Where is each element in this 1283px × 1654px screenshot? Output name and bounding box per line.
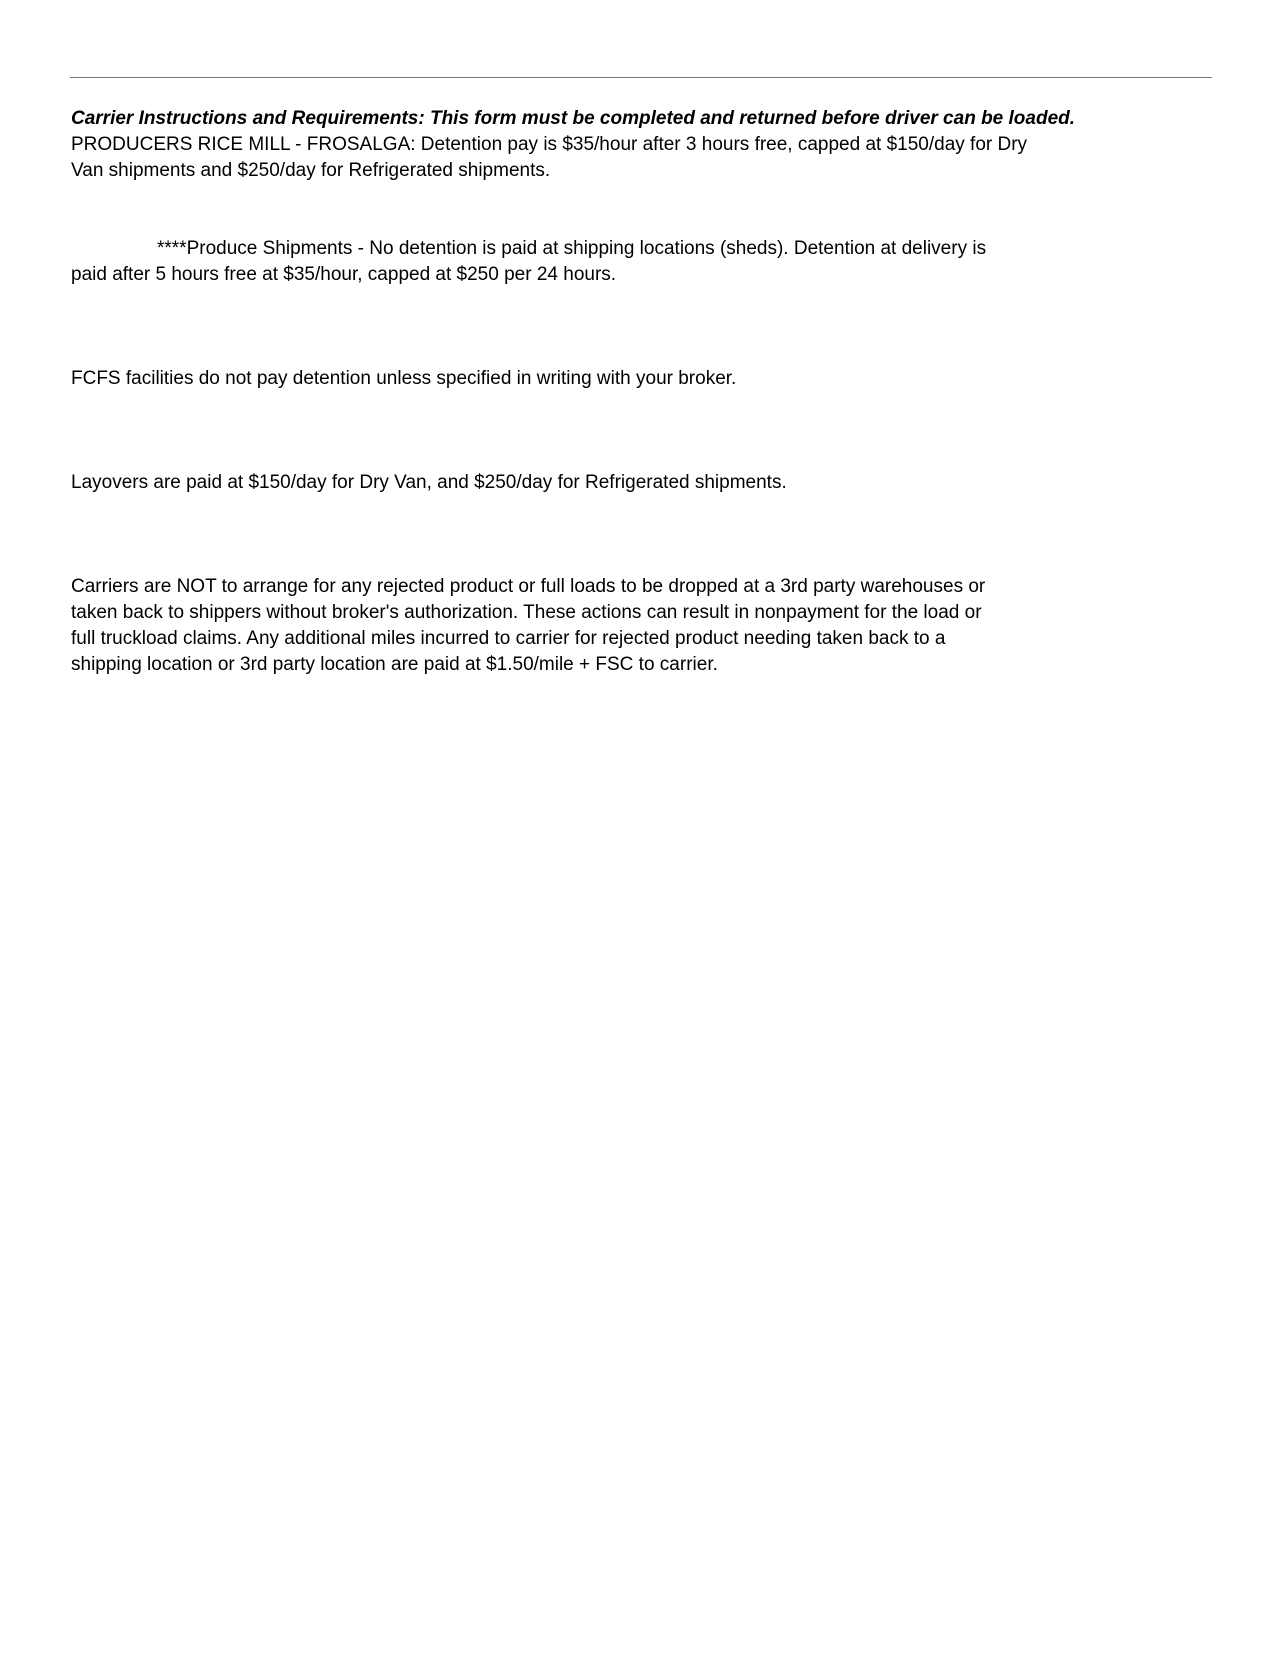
spacer — [71, 288, 1221, 366]
instructions-heading: Carrier Instructions and Requirements: This form must be completed and returned before driver can be loaded. — [71, 108, 1076, 129]
spacer — [71, 392, 1221, 470]
fcfs-note: FCFS facilities do not pay detention unless specified in writing with your broker. — [71, 368, 737, 389]
spacer — [71, 496, 1221, 574]
spacer — [71, 184, 1221, 210]
carrier-instructions — [71, 106, 1221, 678]
produce-note-line-1: ****Produce Shipments - No detention is paid at shipping locations (sheds). Detention at delivery is — [157, 238, 987, 259]
rejected-product-note: Carriers are NOT to arrange for any rejected product or full loads to be dropped at a 3rd party warehouses or taken back to shippers without broker's authorization. These actions can result in nonpayment for the load or full truckload claims. Any additional miles incurred to carrier for rejected product needing taken back to a shipping location or 3rd party location are paid at $1.50/mile + FSC to carrier. — [71, 576, 986, 675]
layover-note: Layovers are paid at $150/day for Dry Van, and $250/day for Refrigerated shipments. — [71, 472, 787, 493]
produce-shipments-note — [71, 210, 1221, 288]
detention-policy: PRODUCERS RICE MILL - FROSALGA: Detention pay is $35/hour after 3 hours free, capped at $150/day for Dry Van shipments and $250/day for Refrigerated shipments. — [71, 134, 1028, 181]
produce-note-line-2: paid after 5 hours free at $35/hour, capped at $250 per 24 hours. — [71, 264, 617, 285]
horizontal-rule — [70, 77, 1212, 78]
